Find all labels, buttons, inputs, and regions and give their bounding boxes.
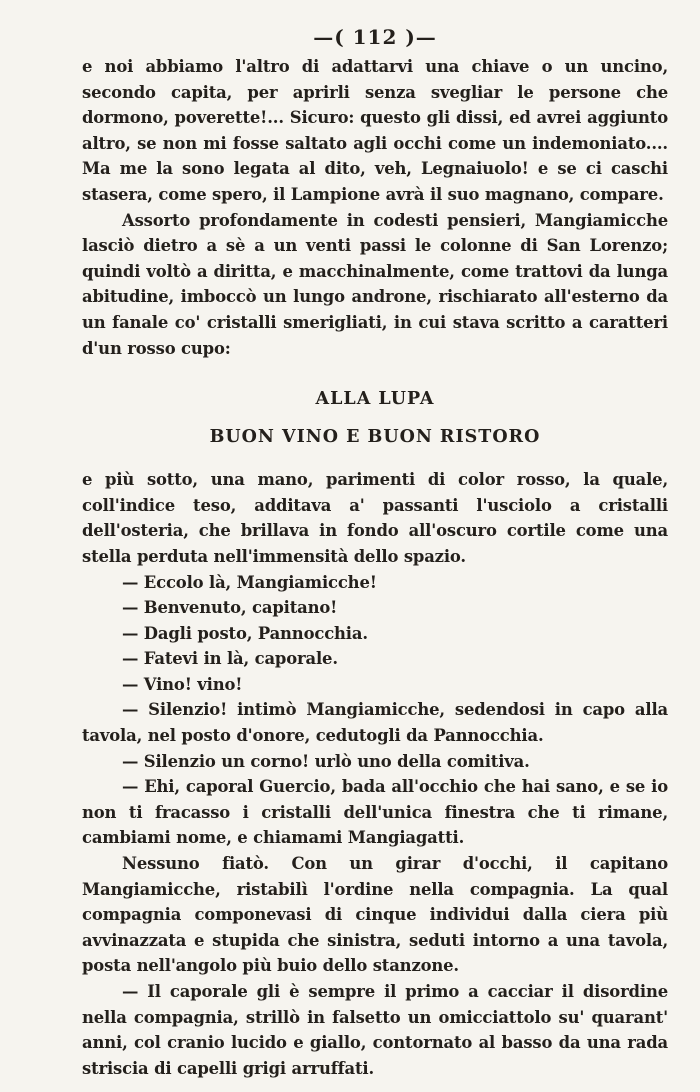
dialogue-line: — Silenzio un corno! urlò uno della comitiva. — [122, 751, 530, 771]
sign-line-1: ALLA LUPA — [315, 389, 435, 410]
page-number: —( 112 )— — [313, 25, 437, 49]
dialogue-line: — Vino! vino! — [122, 674, 243, 694]
dialogue-line: — Benvenuto, capitano! — [122, 598, 338, 618]
dialogue-line: — Il caporale gli è sempre il primo a cacciar il disordine nella compagnia, strillò in falsetto un omicciattolo su' quarant' anni, col cranio lucido e giallo, contornato al basso da una rada striscia di capelli grigi arruffati. — [82, 982, 668, 1078]
paragraph: Assorto profondamente in codesti pensieri, Mangiamicche lasciò dietro a sè a un venti passi le colonne di San Lorenzo; quindi voltò a diritta, e macchinalmente, come trattovi da lunga abitudine, imboccò un lungo androne, rischiarato all'esterno da un fanale co' cristalli smerigliati, in cui stava scritto a caratteri d'un rosso cupo: — [82, 210, 668, 358]
paragraph: e più sotto, una mano, parimenti di color rosso, la quale, coll'indice teso, additava a' passanti l'usciolo a cristalli dell'osteria, che brillava in fondo all'oscuro cortile come una stella perduta nell'immensità dello spazio. — [82, 470, 668, 566]
sign-line-2: BUON VINO E BUON RISTORO — [209, 427, 541, 448]
paragraph: e noi abbiamo l'altro di adattarvi una chiave o un uncino, secondo capita, per aprirli senza svegliar le persone che dormono, poverette!... Sicuro: questo gli dissi, ed avrei aggiunto altro, se non mi fosse saltato agli occhi come un indemoniato.... Ma me la sono legata al dito, veh, Legnaiuolo! e se ci caschi stasera, come spero, il Lampione avrà il suo magnano, compare. — [82, 57, 668, 204]
dialogue-line: — Eccolo là, Mangiamicche! — [122, 572, 377, 592]
text-block-top — [82, 54, 668, 361]
dialogue-line: — Ehi, caporal Guercio, bada all'occhio che hai sano, e se io non ti fracasso i cristalli dell'unica finestra che ti rimane, cambiami nome, e chiamami Mangiagatti. — [82, 777, 668, 848]
paragraph: Nessuno fiatò. Con un girar d'occhi, il capitano Mangiamicche, ristabilì l'ordine nella compagnia. La qual compagnia componevasi di cinque individui dalla ciera più avvinazzata e stupida che sinistra, seduti intorno a una tavola, posta nell'angolo più buio dello stanzone. — [82, 854, 668, 976]
dialogue-line: — Dagli posto, Pannocchia. — [122, 623, 368, 643]
dialogue-line: — Silenzio! intimò Mangiamicche, sedendosi in capo alla tavola, nel posto d'onore, cedutogli da Pannocchia. — [82, 700, 668, 746]
dialogue-line: — Fatevi in là, caporale. — [122, 649, 338, 669]
text-block-bottom — [82, 467, 668, 1081]
